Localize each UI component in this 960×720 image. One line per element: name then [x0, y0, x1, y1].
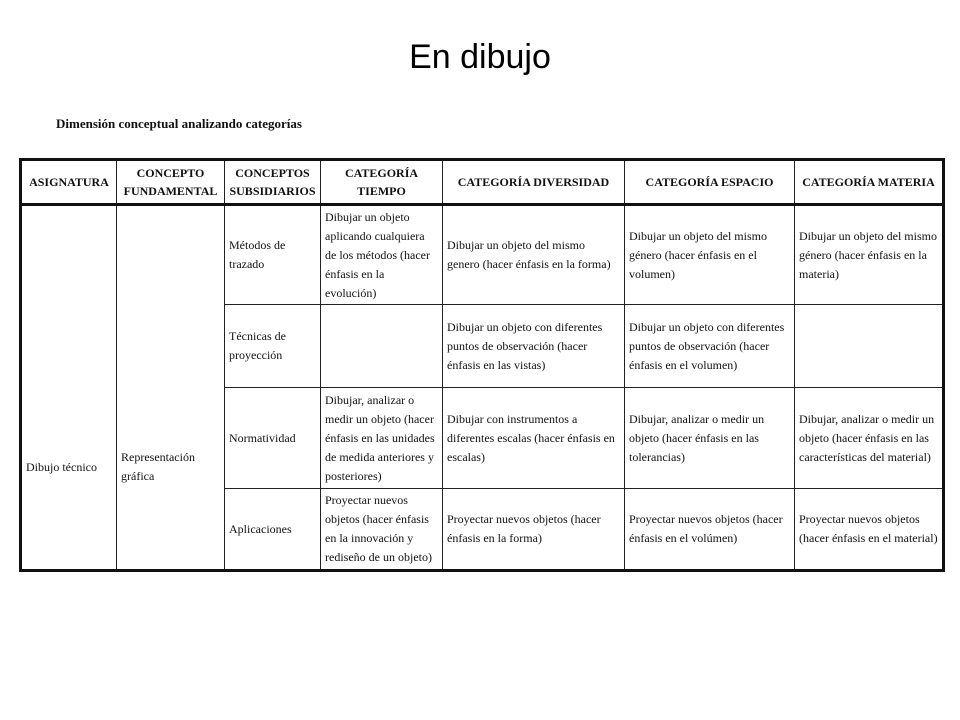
header-asignatura: ASIGNATURA — [21, 160, 117, 205]
cell-subsidiario: Aplicaciones — [225, 489, 321, 571]
table-row — [21, 205, 944, 305]
header-categoria-espacio: CATEGORÍA ESPACIO — [625, 160, 795, 205]
cell-diversidad: Dibujar con instrumentos a diferentes escalas (hacer énfasis en escalas) — [443, 388, 625, 489]
header-conceptos-subsidiarios: CONCEPTOS SUBSIDIARIOS — [225, 160, 321, 205]
cell-tiempo: Dibujar un objeto aplicando cualquiera de los métodos (hacer énfasis en la evolución) — [321, 205, 443, 305]
cell-materia: Dibujar, analizar o medir un objeto (hacer énfasis en las características del material) — [795, 388, 944, 489]
cell-espacio: Dibujar un objeto con diferentes puntos de observación (hacer énfasis en el volumen) — [625, 305, 795, 388]
cell-diversidad: Dibujar un objeto del mismo genero (hacer énfasis en la forma) — [443, 205, 625, 305]
cell-subsidiario: Métodos de trazado — [225, 205, 321, 305]
cell-diversidad: Proyectar nuevos objetos (hacer énfasis en la forma) — [443, 489, 625, 571]
slide-title: En dibujo — [409, 38, 551, 76]
cell-subsidiario: Técnicas de proyección — [225, 305, 321, 388]
cell-materia: Proyectar nuevos objetos (hacer énfasis en el material) — [795, 489, 944, 571]
cell-tiempo: Proyectar nuevos objetos (hacer énfasis en la innovación y rediseño de un objeto) — [321, 489, 443, 571]
cell-espacio: Dibujar, analizar o medir un objeto (hacer énfasis en las tolerancias) — [625, 388, 795, 489]
cell-asignatura: Dibujo técnico — [21, 205, 117, 571]
header-categoria-diversidad: CATEGORÍA DIVERSIDAD — [443, 160, 625, 205]
cell-concepto-fundamental: Representación gráfica — [117, 205, 225, 571]
cell-materia: Dibujar un objeto del mismo género (hacer énfasis en la materia) — [795, 205, 944, 305]
categories-table — [19, 158, 945, 572]
table-caption: Dimensión conceptual analizando categorías — [56, 116, 302, 131]
header-concepto-fundamental: CONCEPTO FUNDAMENTAL — [117, 160, 225, 205]
cell-espacio: Dibujar un objeto del mismo género (hacer énfasis en el volumen) — [625, 205, 795, 305]
cell-materia — [795, 305, 944, 388]
cell-tiempo — [321, 305, 443, 388]
cell-espacio: Proyectar nuevos objetos (hacer énfasis en el volúmen) — [625, 489, 795, 571]
header-categoria-materia: CATEGORÍA MATERIA — [795, 160, 944, 205]
cell-subsidiario: Normatividad — [225, 388, 321, 489]
header-row — [21, 160, 944, 205]
cell-diversidad: Dibujar un objeto con diferentes puntos de observación (hacer énfasis en las vistas) — [443, 305, 625, 388]
cell-tiempo: Dibujar, analizar o medir un objeto (hacer énfasis en las unidades de medida anteriores y posteriores) — [321, 388, 443, 489]
header-categoria-tiempo: CATEGORÍA TIEMPO — [321, 160, 443, 205]
